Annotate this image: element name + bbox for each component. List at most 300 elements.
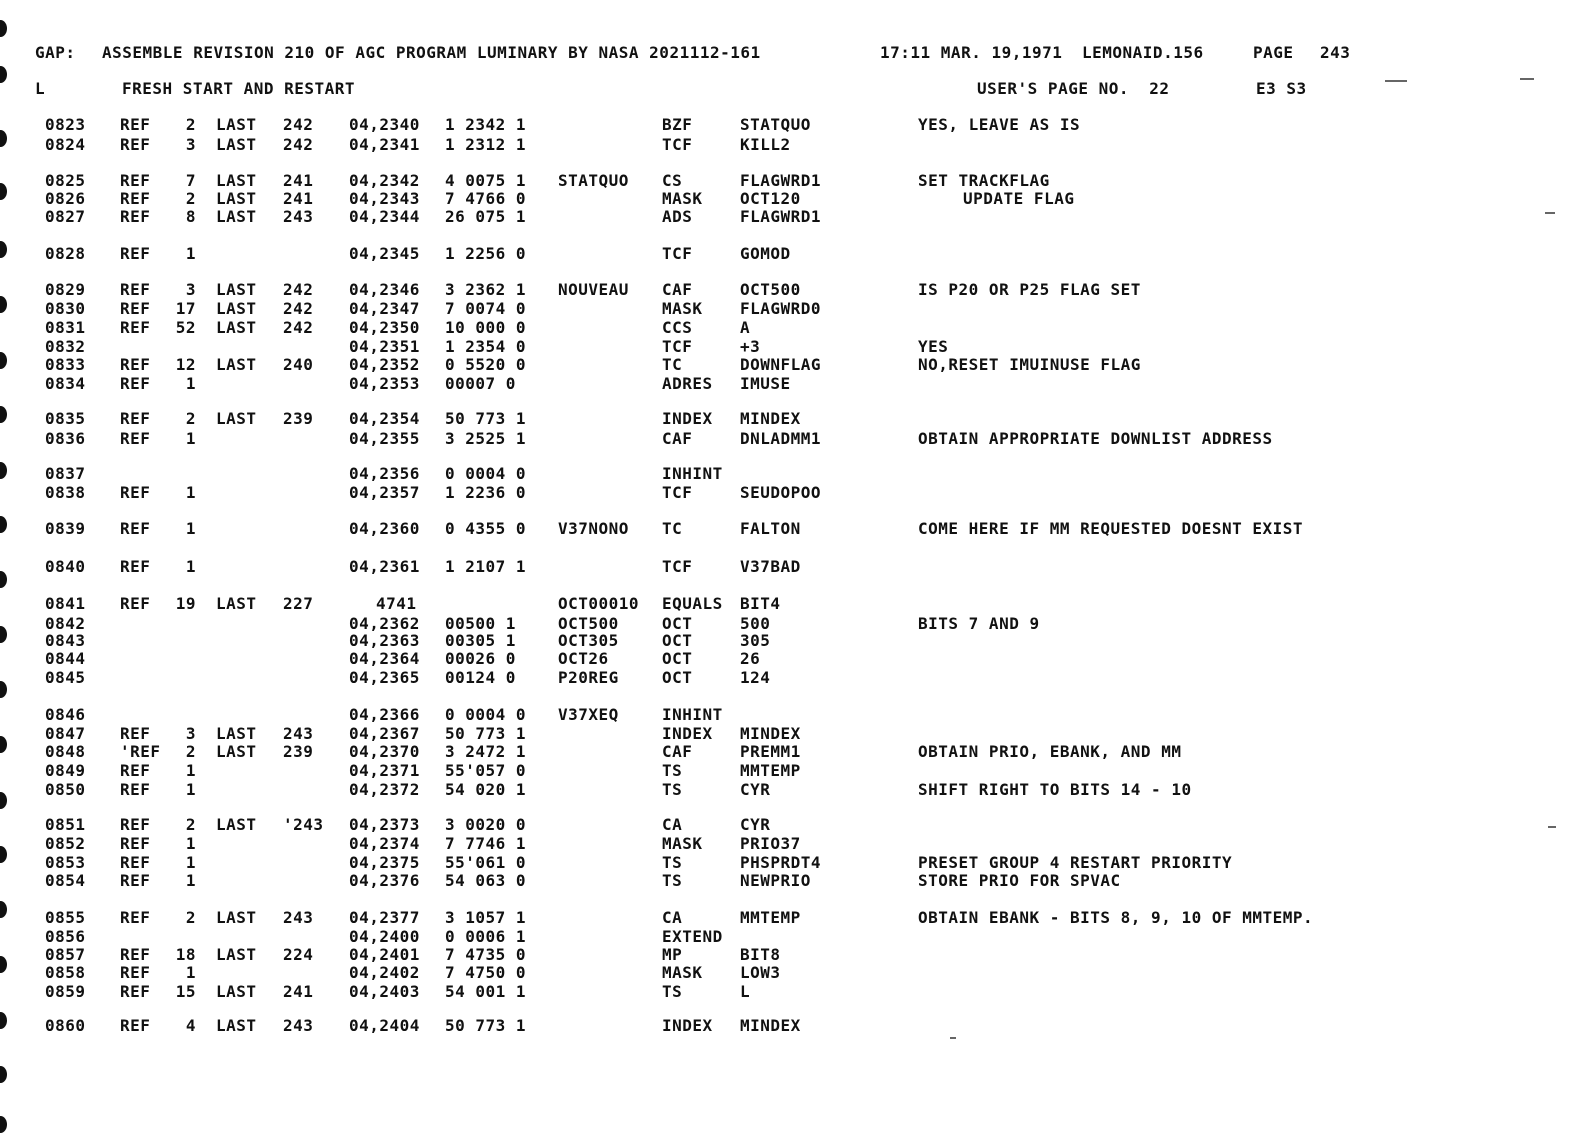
line-number: 0850 bbox=[45, 780, 86, 799]
punch-hole bbox=[0, 681, 7, 698]
opcode: EXTEND bbox=[662, 927, 723, 946]
last-label: LAST bbox=[216, 299, 257, 318]
octal-code: 3 2362 1 bbox=[445, 280, 527, 299]
operand: BIT8 bbox=[740, 945, 781, 964]
ref-count: 3 bbox=[185, 135, 196, 154]
opcode: OCT bbox=[662, 631, 693, 650]
ref-label: REF bbox=[120, 207, 151, 226]
operand: LOW3 bbox=[740, 963, 781, 982]
octal-code: 7 4735 0 bbox=[445, 945, 527, 964]
address: 04,2361 bbox=[349, 557, 420, 576]
last-label: LAST bbox=[216, 594, 257, 613]
ref-count: 1 bbox=[185, 244, 196, 263]
line-number: 0827 bbox=[45, 207, 86, 226]
punch-hole bbox=[0, 20, 7, 37]
opcode: TC bbox=[662, 519, 683, 538]
print-speck bbox=[1548, 826, 1556, 828]
operand: GOMOD bbox=[740, 244, 791, 263]
ref-label: REF bbox=[120, 429, 151, 448]
comment: STORE PRIO FOR SPVAC bbox=[918, 871, 1121, 890]
address: 04,2364 bbox=[349, 649, 420, 668]
octal-code: 54 020 1 bbox=[445, 780, 527, 799]
print-speck bbox=[1520, 78, 1534, 80]
line-number: 0832 bbox=[45, 337, 86, 356]
address: 04,2353 bbox=[349, 374, 420, 393]
ref-label: REF bbox=[120, 853, 151, 872]
ref-label: REF bbox=[120, 483, 151, 502]
line-number: 0828 bbox=[45, 244, 86, 263]
last-label: LAST bbox=[216, 135, 257, 154]
address: 04,2373 bbox=[349, 815, 420, 834]
line-number: 0851 bbox=[45, 815, 86, 834]
ref-label: REF bbox=[120, 318, 151, 337]
last-label: LAST bbox=[216, 318, 257, 337]
opcode: TC bbox=[662, 355, 683, 374]
ref-label: REF bbox=[120, 171, 151, 190]
ref-count: 1 bbox=[185, 483, 196, 502]
ref-count: 1 bbox=[185, 963, 196, 982]
operand: MMTEMP bbox=[740, 761, 801, 780]
line-number: 0854 bbox=[45, 871, 86, 890]
print-speck bbox=[1545, 212, 1555, 214]
subheader-section-title: FRESH START AND RESTART bbox=[122, 79, 356, 98]
subheader-codes: E3 S3 bbox=[1256, 79, 1307, 98]
subheader-log-code: L bbox=[35, 79, 46, 98]
address: 04,2370 bbox=[349, 742, 420, 761]
subheader-users-page: USER'S PAGE NO. 22 bbox=[977, 79, 1170, 98]
ref-count: 1 bbox=[185, 871, 196, 890]
operand: 305 bbox=[740, 631, 771, 650]
octal-code: 50 773 1 bbox=[445, 724, 527, 743]
ref-label: REF bbox=[120, 908, 151, 927]
last-page: 241 bbox=[283, 982, 314, 1001]
operand: FLAGWRD1 bbox=[740, 207, 822, 226]
line-number: 0825 bbox=[45, 171, 86, 190]
line-number: 0847 bbox=[45, 724, 86, 743]
ref-label: REF bbox=[120, 1016, 151, 1035]
print-speck bbox=[1385, 80, 1407, 82]
ref-label: REF bbox=[120, 815, 151, 834]
ref-count: 52 bbox=[175, 318, 196, 337]
address: 04,2366 bbox=[349, 705, 420, 724]
line-number: 0826 bbox=[45, 189, 86, 208]
opcode: TS bbox=[662, 761, 683, 780]
header-datetime: 17:11 MAR. 19,1971 bbox=[880, 43, 1063, 62]
address: 04,2365 bbox=[349, 668, 420, 687]
operand: CYR bbox=[740, 815, 771, 834]
operand: STATQUO bbox=[740, 115, 811, 134]
comment: YES bbox=[918, 337, 949, 356]
octal-code: 54 063 0 bbox=[445, 871, 527, 890]
operand: MINDEX bbox=[740, 409, 801, 428]
address: 04,2363 bbox=[349, 631, 420, 650]
octal-code: 50 773 1 bbox=[445, 1016, 527, 1035]
address: 04,2351 bbox=[349, 337, 420, 356]
punch-hole bbox=[0, 846, 7, 863]
symbol-label: OCT500 bbox=[558, 614, 619, 633]
last-label: LAST bbox=[216, 724, 257, 743]
operand: V37BAD bbox=[740, 557, 801, 576]
line-number: 0860 bbox=[45, 1016, 86, 1035]
line-number: 0831 bbox=[45, 318, 86, 337]
punch-hole bbox=[0, 516, 7, 533]
last-page: 242 bbox=[283, 115, 314, 134]
ref-label: REF bbox=[120, 557, 151, 576]
ref-label: 'REF bbox=[120, 742, 161, 761]
opcode: CA bbox=[662, 908, 683, 927]
octal-code: 0 0004 0 bbox=[445, 464, 527, 483]
punch-hole bbox=[0, 626, 7, 643]
last-label: LAST bbox=[216, 982, 257, 1001]
address: 04,2354 bbox=[349, 409, 420, 428]
opcode: MASK bbox=[662, 189, 703, 208]
line-number: 0835 bbox=[45, 409, 86, 428]
opcode: TS bbox=[662, 871, 683, 890]
ref-count: 2 bbox=[185, 908, 196, 927]
ref-label: REF bbox=[120, 761, 151, 780]
punch-hole bbox=[0, 1066, 7, 1083]
opcode: CS bbox=[662, 171, 683, 190]
address: 04,2372 bbox=[349, 780, 420, 799]
address: 04,2343 bbox=[349, 189, 420, 208]
punch-hole bbox=[0, 66, 7, 83]
address: 04,2367 bbox=[349, 724, 420, 743]
address: 04,2345 bbox=[349, 244, 420, 263]
last-label: LAST bbox=[216, 815, 257, 834]
line-number: 0856 bbox=[45, 927, 86, 946]
opcode: CCS bbox=[662, 318, 693, 337]
address: 04,2350 bbox=[349, 318, 420, 337]
ref-label: REF bbox=[120, 519, 151, 538]
operand: BIT4 bbox=[740, 594, 781, 613]
punch-hole bbox=[0, 352, 7, 369]
operand: DOWNFLAG bbox=[740, 355, 822, 374]
punch-hole bbox=[0, 183, 7, 200]
line-number: 0846 bbox=[45, 705, 86, 724]
last-page: 243 bbox=[283, 207, 314, 226]
punch-hole bbox=[0, 956, 7, 973]
line-number: 0840 bbox=[45, 557, 86, 576]
last-page: '243 bbox=[283, 815, 324, 834]
octal-code: 10 000 0 bbox=[445, 318, 527, 337]
operand: +3 bbox=[740, 337, 761, 356]
last-label: LAST bbox=[216, 189, 257, 208]
line-number: 0859 bbox=[45, 982, 86, 1001]
opcode: CAF bbox=[662, 742, 693, 761]
opcode: BZF bbox=[662, 115, 693, 134]
address: 04,2341 bbox=[349, 135, 420, 154]
ref-label: REF bbox=[120, 135, 151, 154]
address: 04,2344 bbox=[349, 207, 420, 226]
operand: OCT120 bbox=[740, 189, 801, 208]
line-number: 0824 bbox=[45, 135, 86, 154]
line-number: 0849 bbox=[45, 761, 86, 780]
ref-label: REF bbox=[120, 244, 151, 263]
line-number: 0829 bbox=[45, 280, 86, 299]
last-label: LAST bbox=[216, 908, 257, 927]
ref-count: 1 bbox=[185, 834, 196, 853]
address: 04,2374 bbox=[349, 834, 420, 853]
opcode: TS bbox=[662, 780, 683, 799]
octal-code: 26 075 1 bbox=[445, 207, 527, 226]
line-number: 0855 bbox=[45, 908, 86, 927]
ref-label: REF bbox=[120, 189, 151, 208]
ref-count: 12 bbox=[175, 355, 196, 374]
ref-count: 1 bbox=[185, 374, 196, 393]
opcode: TS bbox=[662, 853, 683, 872]
operand: OCT500 bbox=[740, 280, 801, 299]
operand: A bbox=[740, 318, 751, 337]
line-number: 0852 bbox=[45, 834, 86, 853]
last-label: LAST bbox=[216, 171, 257, 190]
operand: IMUSE bbox=[740, 374, 791, 393]
last-page: 227 bbox=[283, 594, 314, 613]
line-number: 0834 bbox=[45, 374, 86, 393]
punch-hole bbox=[0, 296, 7, 313]
last-label: LAST bbox=[216, 207, 257, 226]
comment: SHIFT RIGHT TO BITS 14 - 10 bbox=[918, 780, 1192, 799]
last-page: 242 bbox=[283, 280, 314, 299]
operand: KILL2 bbox=[740, 135, 791, 154]
ref-count: 2 bbox=[185, 409, 196, 428]
punch-hole bbox=[0, 406, 7, 423]
last-label: LAST bbox=[216, 409, 257, 428]
opcode: INHINT bbox=[662, 464, 723, 483]
address: 04,2362 bbox=[349, 614, 420, 633]
ref-count: 1 bbox=[185, 853, 196, 872]
address: 04,2360 bbox=[349, 519, 420, 538]
operand: L bbox=[740, 982, 751, 1001]
header-page-number: 243 bbox=[1320, 43, 1351, 62]
octal-code: 0 4355 0 bbox=[445, 519, 527, 538]
line-number: 0853 bbox=[45, 853, 86, 872]
opcode: TCF bbox=[662, 483, 693, 502]
ref-label: REF bbox=[120, 834, 151, 853]
address: 04,2377 bbox=[349, 908, 420, 927]
operand: MINDEX bbox=[740, 724, 801, 743]
comment: YES, LEAVE AS IS bbox=[918, 115, 1081, 134]
octal-code: 00026 0 bbox=[445, 649, 516, 668]
opcode: MP bbox=[662, 945, 683, 964]
comment: SET TRACKFLAG bbox=[918, 171, 1050, 190]
operand: FLAGWRD0 bbox=[740, 299, 822, 318]
operand: FLAGWRD1 bbox=[740, 171, 822, 190]
last-label: LAST bbox=[216, 355, 257, 374]
line-number: 0858 bbox=[45, 963, 86, 982]
octal-code: 3 0020 0 bbox=[445, 815, 527, 834]
octal-code: 50 773 1 bbox=[445, 409, 527, 428]
ref-label: REF bbox=[120, 963, 151, 982]
ref-label: REF bbox=[120, 724, 151, 743]
opcode: ADS bbox=[662, 207, 693, 226]
ref-count: 1 bbox=[185, 429, 196, 448]
octal-code: 55'061 0 bbox=[445, 853, 527, 872]
opcode: MASK bbox=[662, 299, 703, 318]
address: 4741 bbox=[376, 594, 417, 613]
octal-code: 3 1057 1 bbox=[445, 908, 527, 927]
opcode: MASK bbox=[662, 963, 703, 982]
comment: UPDATE FLAG bbox=[963, 189, 1075, 208]
line-number: 0838 bbox=[45, 483, 86, 502]
last-page: 241 bbox=[283, 171, 314, 190]
last-page: 243 bbox=[283, 724, 314, 743]
header-tape-name: LEMONAID.156 bbox=[1082, 43, 1204, 62]
punch-hole bbox=[0, 571, 7, 588]
symbol-label: OCT26 bbox=[558, 649, 609, 668]
punch-hole bbox=[0, 241, 7, 258]
opcode: TCF bbox=[662, 135, 693, 154]
last-page: 240 bbox=[283, 355, 314, 374]
operand: CYR bbox=[740, 780, 771, 799]
operand: MINDEX bbox=[740, 1016, 801, 1035]
operand: 500 bbox=[740, 614, 771, 633]
address: 04,2356 bbox=[349, 464, 420, 483]
ref-count: 3 bbox=[185, 280, 196, 299]
line-number: 0843 bbox=[45, 631, 86, 650]
octal-code: 1 2107 1 bbox=[445, 557, 527, 576]
punch-hole bbox=[0, 792, 7, 809]
line-number: 0833 bbox=[45, 355, 86, 374]
ref-count: 1 bbox=[185, 780, 196, 799]
address: 04,2371 bbox=[349, 761, 420, 780]
line-number: 0841 bbox=[45, 594, 86, 613]
symbol-label: NOUVEAU bbox=[558, 280, 629, 299]
last-page: 242 bbox=[283, 318, 314, 337]
opcode: OCT bbox=[662, 668, 693, 687]
opcode: EQUALS bbox=[662, 594, 723, 613]
line-number: 0848 bbox=[45, 742, 86, 761]
address: 04,2346 bbox=[349, 280, 420, 299]
ref-label: REF bbox=[120, 280, 151, 299]
address: 04,2340 bbox=[349, 115, 420, 134]
ref-count: 3 bbox=[185, 724, 196, 743]
opcode: CAF bbox=[662, 280, 693, 299]
line-number: 0830 bbox=[45, 299, 86, 318]
line-number: 0845 bbox=[45, 668, 86, 687]
operand: PRIO37 bbox=[740, 834, 801, 853]
header-gap-label: GAP: bbox=[35, 43, 76, 62]
ref-label: REF bbox=[120, 871, 151, 890]
opcode: INDEX bbox=[662, 1016, 713, 1035]
ref-label: REF bbox=[120, 982, 151, 1001]
comment: COME HERE IF MM REQUESTED DOESNT EXIST bbox=[918, 519, 1304, 538]
punch-hole bbox=[0, 462, 7, 479]
last-page: 242 bbox=[283, 299, 314, 318]
operand: DNLADMM1 bbox=[740, 429, 822, 448]
opcode: TCF bbox=[662, 244, 693, 263]
ref-count: 2 bbox=[185, 115, 196, 134]
line-number: 0839 bbox=[45, 519, 86, 538]
octal-code: 3 2472 1 bbox=[445, 742, 527, 761]
octal-code: 54 001 1 bbox=[445, 982, 527, 1001]
line-number: 0857 bbox=[45, 945, 86, 964]
header-title: ASSEMBLE REVISION 210 OF AGC PROGRAM LUMINARY BY NASA 2021112-161 bbox=[102, 43, 761, 62]
last-label: LAST bbox=[216, 280, 257, 299]
address: 04,2352 bbox=[349, 355, 420, 374]
last-label: LAST bbox=[216, 115, 257, 134]
comment: OBTAIN APPROPRIATE DOWNLIST ADDRESS bbox=[918, 429, 1273, 448]
last-label: LAST bbox=[216, 1016, 257, 1035]
punch-hole bbox=[0, 1116, 7, 1133]
opcode: ADRES bbox=[662, 374, 713, 393]
line-number: 0842 bbox=[45, 614, 86, 633]
opcode: CAF bbox=[662, 429, 693, 448]
last-page: 239 bbox=[283, 742, 314, 761]
symbol-label: P20REG bbox=[558, 668, 619, 687]
header-page-label: PAGE bbox=[1253, 43, 1294, 62]
last-page: 243 bbox=[283, 908, 314, 927]
opcode: OCT bbox=[662, 614, 693, 633]
operand: FALTON bbox=[740, 519, 801, 538]
operand: MMTEMP bbox=[740, 908, 801, 927]
octal-code: 7 7746 1 bbox=[445, 834, 527, 853]
octal-code: 7 0074 0 bbox=[445, 299, 527, 318]
opcode: INDEX bbox=[662, 724, 713, 743]
ref-count: 1 bbox=[185, 557, 196, 576]
comment: PRESET GROUP 4 RESTART PRIORITY bbox=[918, 853, 1233, 872]
ref-label: REF bbox=[120, 945, 151, 964]
address: 04,2401 bbox=[349, 945, 420, 964]
line-number: 0823 bbox=[45, 115, 86, 134]
octal-code: 55'057 0 bbox=[445, 761, 527, 780]
octal-code: 0 0004 0 bbox=[445, 705, 527, 724]
ref-count: 18 bbox=[175, 945, 196, 964]
punch-hole bbox=[0, 736, 7, 753]
line-number: 0837 bbox=[45, 464, 86, 483]
opcode: INHINT bbox=[662, 705, 723, 724]
opcode: TS bbox=[662, 982, 683, 1001]
ref-label: REF bbox=[120, 780, 151, 799]
line-number: 0836 bbox=[45, 429, 86, 448]
opcode: OCT bbox=[662, 649, 693, 668]
address: 04,2376 bbox=[349, 871, 420, 890]
ref-count: 19 bbox=[175, 594, 196, 613]
operand: SEUDOPOO bbox=[740, 483, 822, 502]
ref-label: REF bbox=[120, 355, 151, 374]
ref-count: 1 bbox=[185, 519, 196, 538]
address: 04,2402 bbox=[349, 963, 420, 982]
symbol-label: V37NONO bbox=[558, 519, 629, 538]
punch-hole bbox=[0, 130, 7, 147]
address: 04,2404 bbox=[349, 1016, 420, 1035]
ref-count: 2 bbox=[185, 742, 196, 761]
ref-label: REF bbox=[120, 115, 151, 134]
octal-code: 00007 0 bbox=[445, 374, 516, 393]
symbol-label: OCT305 bbox=[558, 631, 619, 650]
ref-count: 8 bbox=[185, 207, 196, 226]
comment: NO,RESET IMUINUSE FLAG bbox=[918, 355, 1141, 374]
ref-count: 17 bbox=[175, 299, 196, 318]
octal-code: 0 5520 0 bbox=[445, 355, 527, 374]
symbol-label: STATQUO bbox=[558, 171, 629, 190]
punch-hole bbox=[0, 901, 7, 918]
address: 04,2342 bbox=[349, 171, 420, 190]
comment: BITS 7 AND 9 bbox=[918, 614, 1040, 633]
address: 04,2403 bbox=[349, 982, 420, 1001]
octal-code: 00124 0 bbox=[445, 668, 516, 687]
octal-code: 1 2342 1 bbox=[445, 115, 527, 134]
octal-code: 1 2354 0 bbox=[445, 337, 527, 356]
octal-code: 1 2236 0 bbox=[445, 483, 527, 502]
ref-label: REF bbox=[120, 409, 151, 428]
operand: 26 bbox=[740, 649, 761, 668]
octal-code: 7 4750 0 bbox=[445, 963, 527, 982]
ref-label: REF bbox=[120, 374, 151, 393]
ref-count: 7 bbox=[185, 171, 196, 190]
octal-code: 0 0006 1 bbox=[445, 927, 527, 946]
ref-label: REF bbox=[120, 594, 151, 613]
octal-code: 00500 1 bbox=[445, 614, 516, 633]
